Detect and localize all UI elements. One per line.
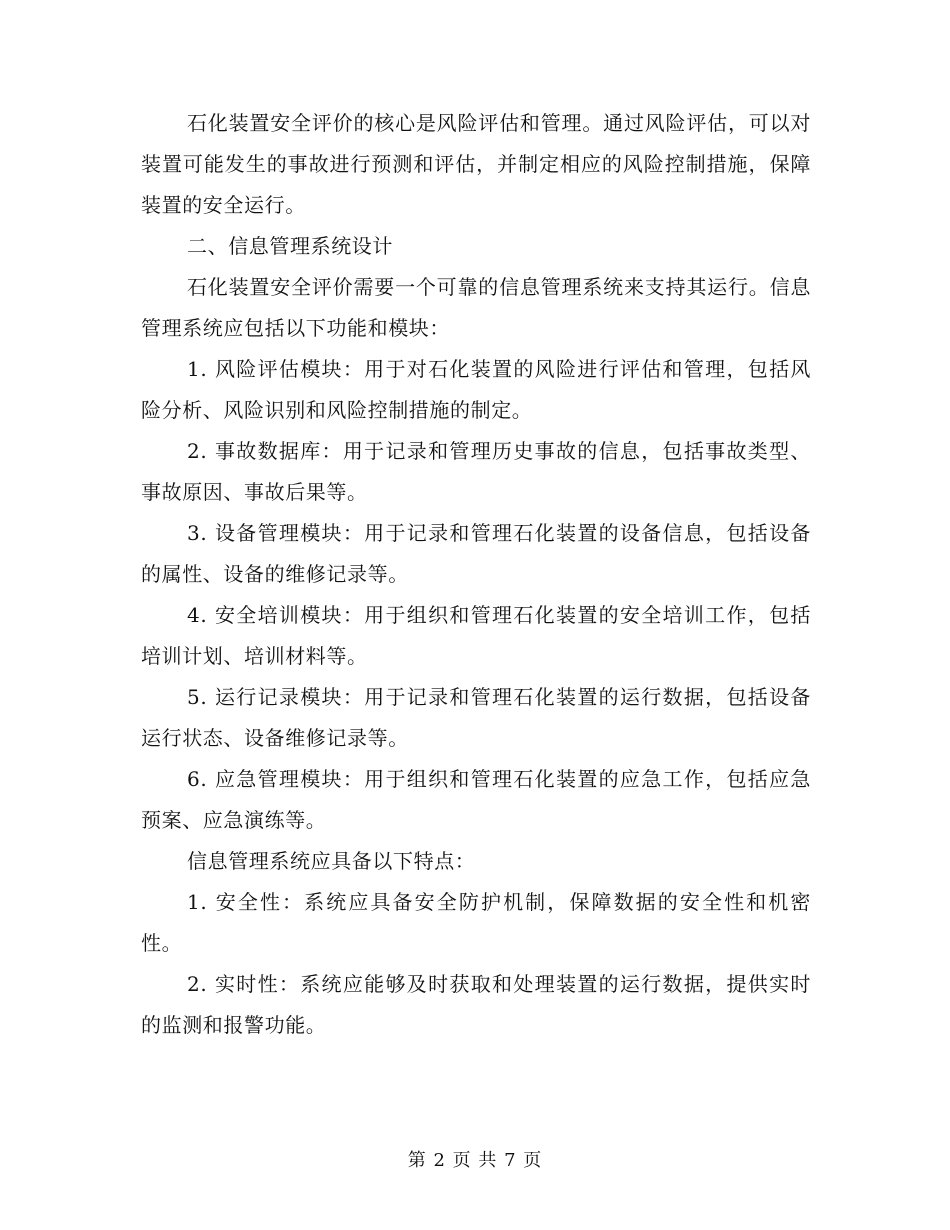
list-item-operation-module: 5. 运行记录模块：用于记录和管理石化装置的运行数据，包括设备运行状态、设备维修记录等。 <box>141 685 811 750</box>
list-item-risk-module: 1. 风险评估模块：用于对石化装置的风险进行评估和管理，包括风险分析、风险识别和风险控制措施的制定。 <box>141 357 811 422</box>
list-item-realtime-feature: 2. 实时性：系统应能够及时获取和处理装置的运行数据，提供实时的监测和报警功能。 <box>141 972 811 1037</box>
page-footer <box>0 1146 950 1172</box>
section-heading-info-system: 二、信息管理系统设计 <box>187 234 393 258</box>
paragraph-system-intro: 石化装置安全评价需要一个可靠的信息管理系统来支持其运行。信息管理系统应包括以下功能和模块： <box>141 275 811 340</box>
paragraph-features-intro: 信息管理系统应具备以下特点： <box>187 849 476 873</box>
document-body <box>141 103 811 1046</box>
list-item-equipment-module: 3. 设备管理模块：用于记录和管理石化装置的设备信息，包括设备的属性、设备的维修记录等。 <box>141 521 811 586</box>
list-item-accident-database: 2. 事故数据库：用于记录和管理历史事故的信息，包括事故类型、事故原因、事故后果等。 <box>141 439 811 504</box>
list-item-security-feature: 1. 安全性：系统应具备安全防护机制，保障数据的安全性和机密性。 <box>141 890 811 955</box>
paragraph-risk-core: 石化装置安全评价的核心是风险评估和管理。通过风险评估，可以对装置可能发生的事故进行预测和评估，并制定相应的风险控制措施，保障装置的安全运行。 <box>141 111 811 217</box>
list-item-emergency-module: 6. 应急管理模块：用于组织和管理石化装置的应急工作，包括应急预案、应急演练等。 <box>141 767 811 832</box>
list-item-training-module: 4. 安全培训模块：用于组织和管理石化装置的安全培训工作，包括培训计划、培训材料等。 <box>141 603 811 668</box>
page-number-label: 第 2 页 共 7 页 <box>407 1150 543 1171</box>
